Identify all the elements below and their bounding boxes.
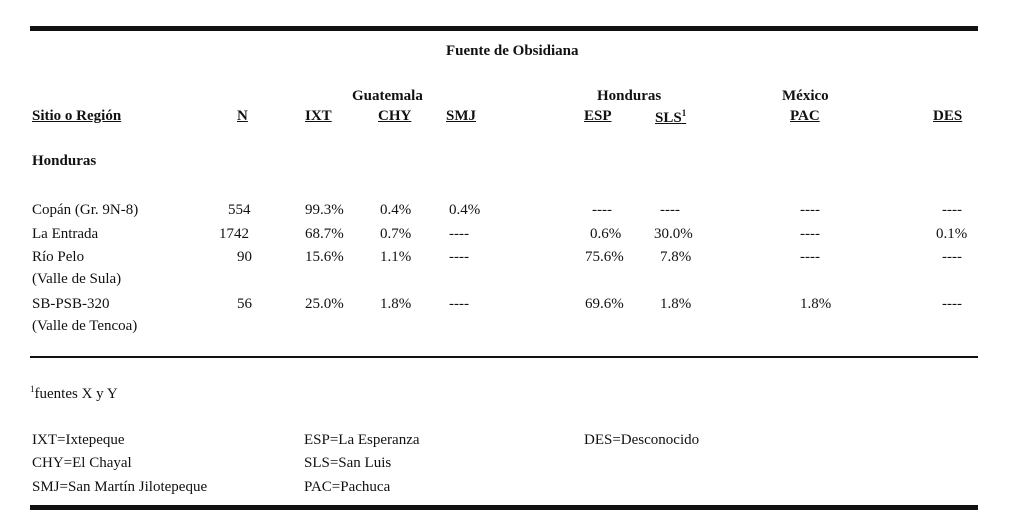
cell-smj: ---- [449, 296, 469, 312]
middle-rule [30, 356, 978, 358]
legend-item: CHY=El Chayal [32, 455, 132, 471]
cell-n: 56 [237, 296, 252, 312]
legend-item: ESP=La Esperanza [304, 432, 420, 448]
legend-item: SLS=San Luis [304, 455, 392, 471]
cell-site-subtitle: (Valle de Sula) [32, 271, 122, 287]
cell-smj: 0.4% [449, 202, 481, 218]
cell-pac: ---- [800, 202, 820, 218]
cell-smj: ---- [449, 226, 469, 242]
cell-chy: 0.7% [380, 226, 412, 242]
cell-site: SB-PSB-320 [32, 296, 110, 312]
cell-sls: 1.8% [660, 296, 692, 312]
cell-ixt: 99.3% [305, 202, 344, 218]
col-header-sls [655, 108, 686, 127]
cell-des: ---- [942, 202, 962, 218]
group-honduras: Honduras [597, 88, 662, 104]
cell-site: Río Pelo [32, 249, 85, 265]
cell-des: ---- [942, 249, 962, 265]
cell-smj: ---- [449, 249, 469, 265]
cell-chy: 0.4% [380, 202, 412, 218]
col-header-ixt: IXT [305, 108, 332, 124]
col-header-des: DES [933, 108, 963, 124]
cell-ixt: 25.0% [305, 296, 344, 312]
col-header-chy: CHY [378, 108, 412, 124]
col-header-pac: PAC [790, 108, 820, 124]
cell-n: 90 [237, 249, 252, 265]
cell-sls: 30.0% [654, 226, 693, 242]
cell-sls: 7.8% [660, 249, 692, 265]
cell-des: 0.1% [936, 226, 968, 242]
col-header-esp: ESP [584, 108, 612, 124]
group-guatemala: Guatemala [352, 88, 423, 104]
cell-pac: 1.8% [800, 296, 832, 312]
group-mexico: México [782, 88, 829, 104]
top-rule [30, 26, 978, 31]
col-header-n: N [237, 108, 248, 124]
cell-site-subtitle: (Valle de Tencoa) [32, 318, 138, 334]
section-honduras: Honduras [32, 153, 97, 169]
cell-n: 554 [228, 202, 251, 218]
cell-esp: 75.6% [585, 249, 624, 265]
legend-item: DES=Desconocido [584, 432, 700, 448]
cell-esp: ---- [592, 202, 612, 218]
footnote-text: fuentes X y Y [34, 386, 118, 402]
footnote [30, 384, 118, 403]
cell-sls: ---- [660, 202, 680, 218]
cell-chy: 1.1% [380, 249, 412, 265]
col-header-sls-footnote-marker: 1 [681, 108, 687, 118]
cell-pac: ---- [800, 249, 820, 265]
legend-item: SMJ=San Martín Jilotepeque [32, 479, 208, 495]
footnote-marker: 1 [30, 384, 35, 394]
legend-item: PAC=Pachuca [304, 479, 391, 495]
cell-ixt: 15.6% [305, 249, 344, 265]
cell-des: ---- [942, 296, 962, 312]
cell-chy: 1.8% [380, 296, 412, 312]
cell-pac: ---- [800, 226, 820, 242]
col-header-site: Sitio o Región [32, 108, 122, 124]
cell-esp: 69.6% [585, 296, 624, 312]
bottom-rule [30, 505, 978, 510]
cell-site: La Entrada [32, 226, 99, 242]
cell-site: Copán (Gr. 9N-8) [32, 202, 139, 218]
cell-esp: 0.6% [590, 226, 622, 242]
col-header-sls-label: SLS [655, 110, 682, 126]
table-title: Fuente de Obsidiana [446, 43, 579, 59]
col-header-smj: SMJ [446, 108, 476, 124]
legend-item: IXT=Ixtepeque [32, 432, 125, 448]
cell-ixt: 68.7% [305, 226, 344, 242]
cell-n: 1742 [219, 226, 249, 242]
